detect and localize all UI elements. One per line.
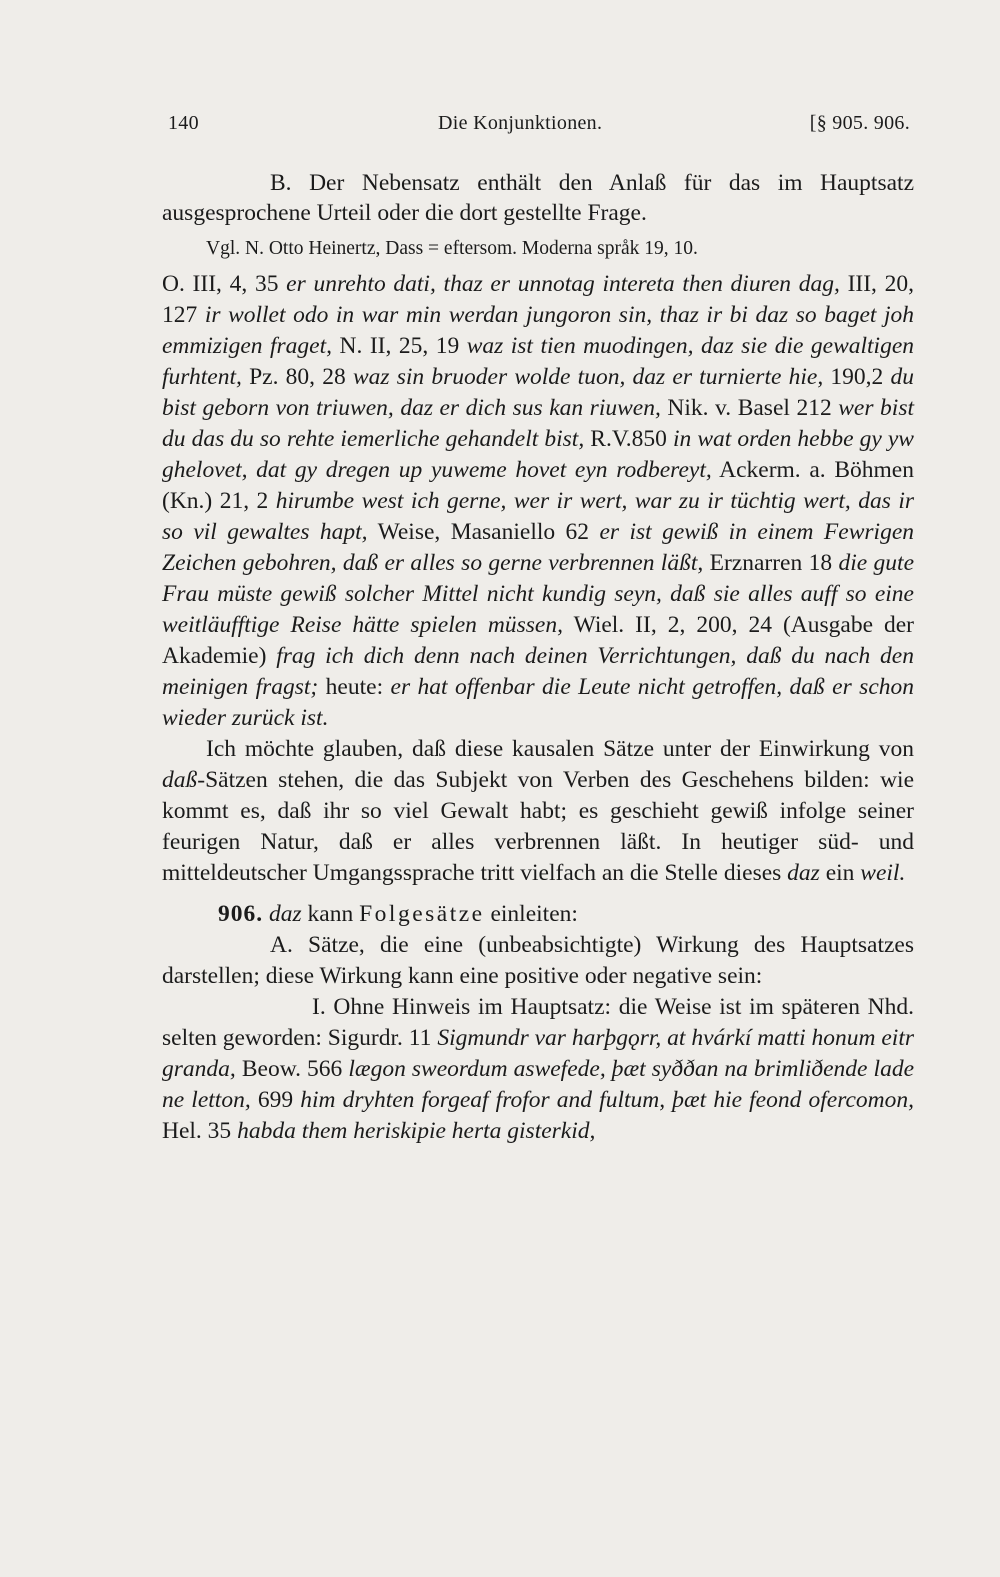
paragraph-a-heading: A. Sätze, die eine (unbeabsichtigte) Wirkung des Hauptsatzes darstellen; diese Wirkung kann eine positive oder negative sein:: [162, 931, 914, 989]
quotation: die gute Frau müste gewiß solcher Mittel nicht kundig seyn, daß sie alles auff so eine weitläufftige Reise hätte spielen müssen,: [162, 549, 915, 638]
section-reference: [§ 905. 906.: [809, 112, 910, 134]
citation: O. III, 4, 35: [162, 270, 287, 297]
section-906-heading: [162, 899, 914, 930]
quotation: hirumbe west ich gerne, wer ir wert, war zu ir tüchtig wert, das ir so vil gewaltes hapt,: [162, 487, 915, 545]
quotation: habda them heriskipie herta gisterkid,: [237, 1117, 596, 1144]
italic-term: daz: [787, 859, 820, 886]
citation: Erznarren 18: [703, 549, 839, 576]
text-run: Ich möchte glauben, daß diese kausalen Sätze unter der Einwirkung von: [206, 735, 914, 762]
italic-term: daß: [162, 766, 198, 793]
citation: heute:: [318, 673, 391, 700]
text-run: einleiten:: [484, 900, 578, 927]
quotation: him dryhten forgeaf frofor and fultum, þæt hie feond ofercomon,: [300, 1086, 915, 1113]
citation: Hel. 35: [162, 1117, 238, 1144]
spaced-term: Folgesätze: [359, 900, 485, 927]
citation: Beow. 566: [235, 1055, 349, 1082]
text-run: I. Ohne Hinweis im Hauptsatz: die Weise ist im späteren Nhd. selten geworden: Sigurdr. 11: [162, 993, 914, 1051]
paragraph-i-examples: [162, 992, 914, 1147]
quotation: frag ich dich denn nach deinen Verrichtungen, daß du nach den meinigen fragst;: [162, 642, 914, 700]
text-run: -Sätzen stehen, die das Subjekt von Verben des Geschehens bilden: wie kommt es, daß ihr so viel Gewalt habt; es geschieht gewiß infolge seiner feurigen Natur, daß er alles verbrennen läßt. In heutiger süd- und mitteldeutscher Umgangssprache tritt vielfach an die Stelle dieses: [162, 766, 914, 886]
quotation: in wat orden hebbe gy yw ghelovet, dat gy dregen up yuweme hovet eyn rodbereyt,: [162, 425, 914, 483]
citation: R.V.850: [584, 425, 673, 452]
italic-term: weil.: [860, 859, 906, 886]
reference-note: Vgl. N. Otto Heinertz, Dass = eftersom. Moderna språk 19, 10.: [206, 237, 698, 259]
text-run: kann: [301, 900, 360, 927]
running-title: Die Konjunktionen.: [438, 112, 603, 134]
text-body: [162, 168, 914, 1147]
quotation: waz ist tien muodingen, daz sie die gewaltigen furhtent,: [162, 332, 915, 390]
running-header: [168, 112, 910, 142]
text-run: ein: [819, 859, 861, 886]
section-number: 906.: [218, 900, 264, 927]
quotation: ir wollet odo in war min werdan jungoron sin, thaz ir bi daz so baget joh emmizigen fraget,: [162, 301, 914, 359]
citation: N. II, 25, 19: [332, 332, 467, 359]
quotation: Sigmundr var harþgǫrr, at hvárkí matti honum eitr granda,: [162, 1024, 915, 1082]
quotation: waz sin bruoder wolde tuon, daz er turnierte hie,: [352, 363, 824, 390]
quotation: er hat offenbar die Leute nicht getroffen, daß er schon wieder zurück ist.: [162, 673, 914, 731]
citation: Nik. v. Basel 212: [660, 394, 839, 421]
page-number: 140: [168, 112, 199, 134]
quotation: er ist gewiß in einem Fewrigen Zeichen gebohren, daß er alles so gerne verbrennen läßt,: [162, 518, 914, 576]
paragraph-b-heading: B. Der Nebensatz enthält den Anlaß für das im Hauptsatz ausgesprochene Urteil oder die dort gestellte Frage.: [162, 170, 914, 227]
citation: 699: [250, 1086, 301, 1113]
quotation: er unrehto dati, thaz er unnotag intereta then diuren dag,: [286, 270, 840, 297]
discussion-paragraph: [162, 734, 914, 889]
citation: III, 20, 127: [162, 270, 915, 328]
quotation: wer bist du das du so rehte iemerliche gehandelt bist,: [162, 394, 914, 452]
citation: Pz. 80, 28: [241, 363, 353, 390]
citation: 190,2: [823, 363, 891, 390]
quotation: du bist geborn von triuwen, daz er dich sus kan riuwen,: [162, 363, 914, 421]
citation: Wiel. II, 2, 200, 24 (Ausgabe der Akademie): [162, 611, 915, 669]
italic-term: daz: [269, 900, 302, 927]
citation: Ackerm. a. Böhmen (Kn.) 21, 2: [162, 456, 914, 514]
citation: Weise, Masaniello 62: [367, 518, 600, 545]
examples-paragraph: [162, 269, 914, 734]
quotation: lægon sweordum aswefede, þæt syððan na brimliðende lade ne letton,: [162, 1055, 915, 1113]
